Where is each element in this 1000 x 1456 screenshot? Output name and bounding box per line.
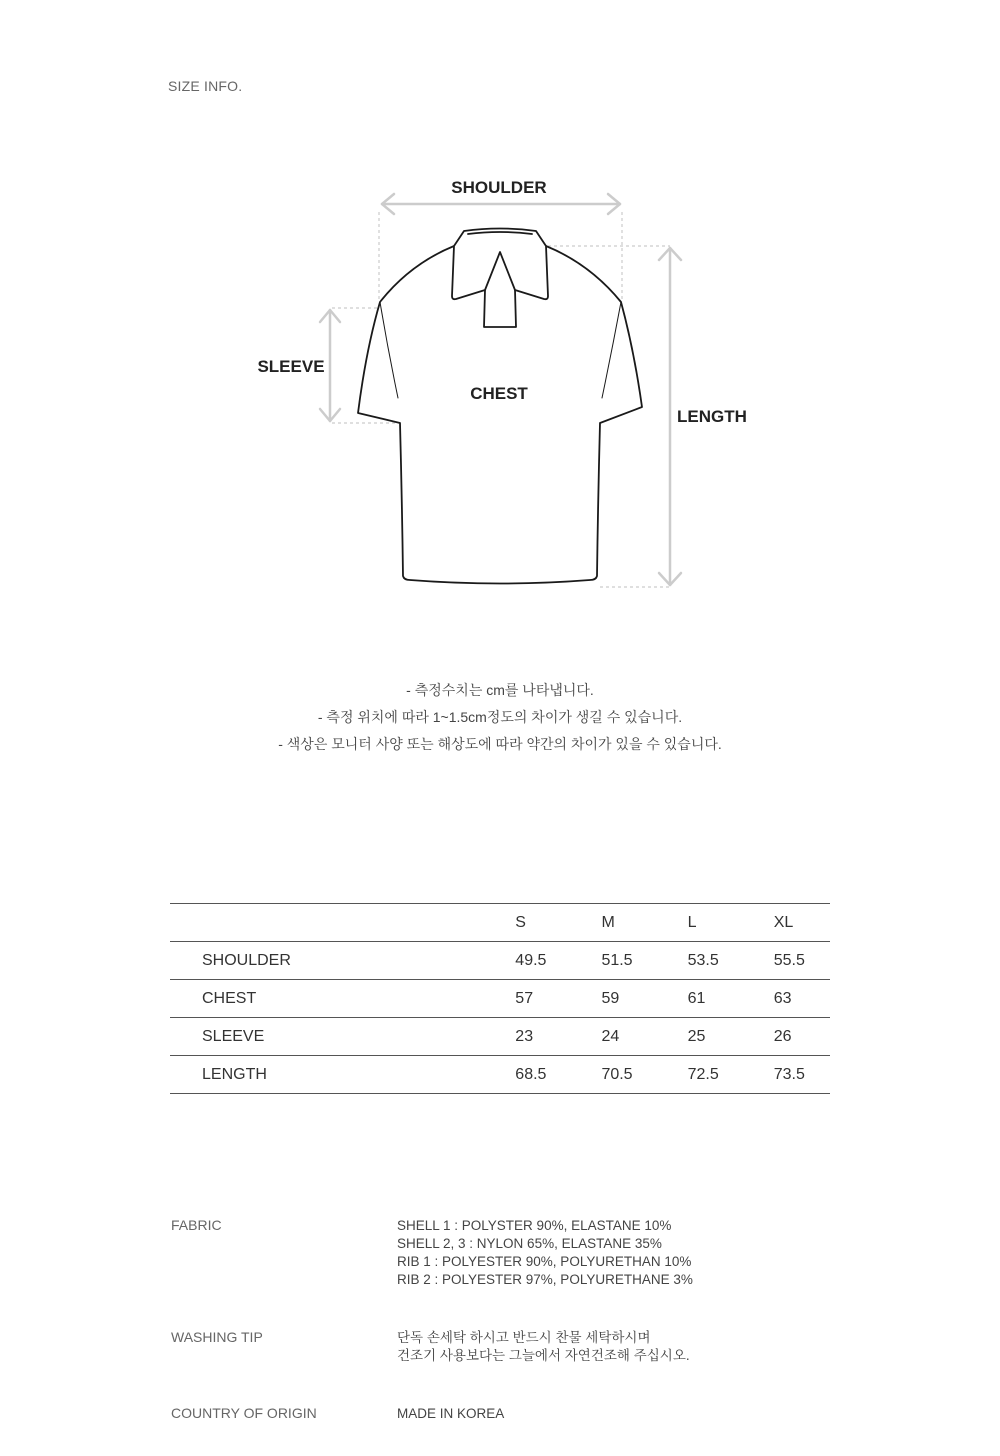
column-header — [170, 904, 515, 942]
table-cell: 61 — [688, 980, 774, 1018]
column-header-m: M — [601, 904, 687, 942]
length-label: LENGTH — [677, 407, 747, 426]
row-label: SLEEVE — [170, 1018, 515, 1056]
table-cell: 68.5 — [515, 1056, 601, 1094]
washing-line: 단독 손세탁 하시고 반드시 찬물 세탁하시며 — [397, 1330, 651, 1345]
washing-value — [397, 1329, 690, 1365]
fabric-value — [397, 1217, 693, 1289]
note-line: - 측정 위치에 따라 1~1.5cm정도의 차이가 생길 수 있습니다. — [317, 709, 683, 725]
table-cell: 55.5 — [774, 942, 830, 980]
origin-label: COUNTRY OF ORIGIN — [171, 1405, 317, 1421]
column-header-s: S — [515, 904, 601, 942]
row-label: LENGTH — [170, 1056, 515, 1094]
shoulder-arrow — [382, 194, 620, 214]
column-header-xl: XL — [774, 904, 830, 942]
table-cell: 59 — [601, 980, 687, 1018]
row-label: CHEST — [170, 980, 515, 1018]
washing-line: 건조기 사용보다는 그늘에서 자연건조해 주십시오. — [397, 1348, 690, 1363]
table-cell: 72.5 — [688, 1056, 774, 1094]
table-cell: 70.5 — [601, 1056, 687, 1094]
washing-label: WASHING TIP — [171, 1329, 263, 1345]
table-cell: 57 — [515, 980, 601, 1018]
sleeve-label: SLEEVE — [257, 357, 325, 376]
fabric-line: RIB 2 : POLYESTER 97%, POLYURETHANE 3% — [397, 1272, 693, 1287]
table-header-row — [170, 904, 830, 942]
fabric-label: FABRIC — [171, 1217, 222, 1233]
table-cell: 73.5 — [774, 1056, 830, 1094]
row-label: SHOULDER — [170, 942, 515, 980]
origin-line: MADE IN KOREA — [397, 1406, 505, 1421]
origin-value — [397, 1405, 504, 1423]
table-cell: 24 — [601, 1018, 687, 1056]
measurement-notes — [0, 680, 1000, 761]
column-header-l: L — [688, 904, 774, 942]
table-cell: 63 — [774, 980, 830, 1018]
table-row — [170, 1056, 830, 1094]
shoulder-label: SHOULDER — [451, 178, 547, 197]
size-diagram — [0, 150, 1000, 610]
note-line: - 색상은 모니터 사양 또는 해상도에 따라 약간의 차이가 있을 수 있습니다. — [278, 736, 722, 752]
table-cell: 51.5 — [601, 942, 687, 980]
table-cell: 49.5 — [515, 942, 601, 980]
table-cell: 26 — [774, 1018, 830, 1056]
chest-label: CHEST — [470, 384, 528, 403]
fabric-line: RIB 1 : POLYESTER 90%, POLYURETHAN 10% — [397, 1254, 692, 1269]
table-cell: 23 — [515, 1018, 601, 1056]
fabric-line: SHELL 1 : POLYSTER 90%, ELASTANE 10% — [397, 1218, 672, 1233]
section-title: SIZE INFO. — [168, 78, 243, 94]
table-row — [170, 942, 830, 980]
table-cell: 53.5 — [688, 942, 774, 980]
fabric-line: SHELL 2, 3 : NYLON 65%, ELASTANE 35% — [397, 1236, 662, 1251]
table-cell: 25 — [688, 1018, 774, 1056]
table-row — [170, 980, 830, 1018]
size-table — [170, 903, 830, 1094]
shirt-outline — [358, 229, 642, 584]
note-line: - 측정수치는 cm를 나타냅니다. — [406, 682, 594, 698]
table-row — [170, 1018, 830, 1056]
